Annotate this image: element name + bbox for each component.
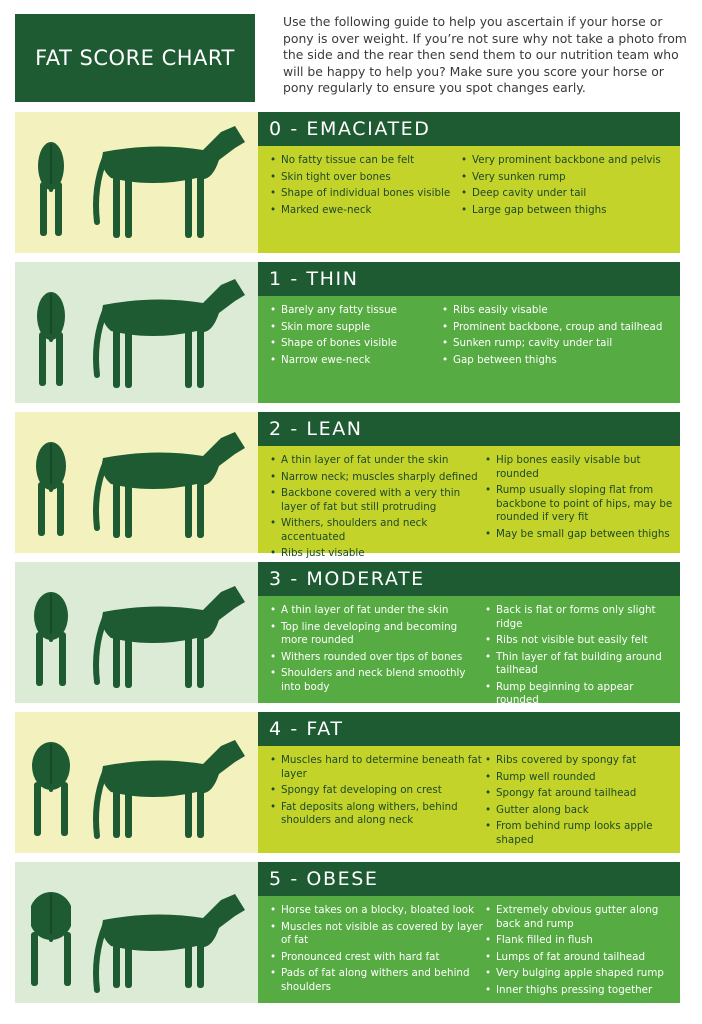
list-item: • Fat deposits along withers, behind shoulders and along neck bbox=[270, 801, 485, 828]
list-item: • Deep cavity under tail bbox=[461, 187, 671, 201]
score-heading: 2 - LEAN bbox=[258, 412, 680, 446]
score-section bbox=[15, 562, 680, 706]
bullet-list bbox=[485, 754, 677, 847]
horse-side-view-icon bbox=[85, 872, 250, 1002]
left-criteria-column bbox=[270, 604, 485, 697]
horse-rear-view-icon bbox=[31, 884, 71, 999]
list-item: • Marked ewe-neck bbox=[270, 204, 455, 218]
bullet-list bbox=[270, 754, 485, 828]
list-item: • Muscles hard to determine beneath fat layer bbox=[270, 754, 485, 781]
right-criteria-column bbox=[461, 154, 671, 220]
left-criteria-column bbox=[270, 304, 438, 370]
list-item: • Flank filled in flush bbox=[485, 934, 677, 948]
list-item: • Backbone covered with a very thin layer of fat but still protruding bbox=[270, 487, 485, 514]
score-description bbox=[258, 596, 680, 706]
list-item: • Shape of bones visible bbox=[270, 337, 438, 351]
list-item: • Withers rounded over tips of bones bbox=[270, 651, 485, 665]
horse-side-view-icon bbox=[85, 572, 250, 702]
list-item: • A thin layer of fat under the skin bbox=[270, 604, 485, 618]
bullet-list bbox=[461, 154, 671, 217]
list-item: • Ribs easily visable bbox=[442, 304, 672, 318]
list-item: • Skin tight over bones bbox=[270, 171, 455, 185]
list-item: • Large gap between thighs bbox=[461, 204, 671, 218]
horse-rear-view-icon bbox=[31, 734, 71, 849]
list-item: • Prominent backbone, croup and tailhead bbox=[442, 321, 672, 335]
bullet-list bbox=[485, 904, 677, 997]
list-item: • Very prominent backbone and pelvis bbox=[461, 154, 671, 168]
list-item: • Very bulging apple shaped rump bbox=[485, 967, 677, 981]
intro-text: Use the following guide to help you ascertain if your horse or pony is over weight. If you’re not sure why not take a photo from the side and the rear then send them to our nutrition team who will be happy to help you? Make sure you score your horse or pony regularly to ensure you spot changes early. bbox=[283, 14, 687, 96]
list-item: • Skin more supple bbox=[270, 321, 438, 335]
score-description bbox=[258, 146, 680, 253]
list-item: • Pads of fat along withers and behind shoulders bbox=[270, 967, 485, 994]
list-item: • Gutter along back bbox=[485, 804, 677, 818]
list-item: • Rump usually sloping flat from backbone to point of hips, may be rounded if very fit bbox=[485, 484, 677, 525]
list-item: • Rump beginning to appear rounded bbox=[485, 681, 677, 708]
left-criteria-column bbox=[270, 754, 485, 831]
list-item: • Horse takes on a blocky, bloated look bbox=[270, 904, 485, 918]
right-criteria-column bbox=[485, 904, 677, 1000]
chart-title: FAT SCORE CHART bbox=[15, 14, 255, 102]
score-heading: 0 - EMACIATED bbox=[258, 112, 680, 146]
list-item: • Sunken rump; cavity under tail bbox=[442, 337, 672, 351]
list-item: • Barely any fatty tissue bbox=[270, 304, 438, 318]
horse-illustration-panel bbox=[15, 262, 258, 403]
list-item: • Pronounced crest with hard fat bbox=[270, 951, 485, 965]
score-heading: 1 - THIN bbox=[258, 262, 680, 296]
score-description bbox=[258, 896, 680, 1003]
score-section bbox=[15, 862, 680, 1003]
list-item: • A thin layer of fat under the skin bbox=[270, 454, 485, 468]
right-criteria-column bbox=[442, 304, 672, 370]
left-criteria-column bbox=[270, 154, 455, 220]
list-item: • Withers, shoulders and neck accentuated bbox=[270, 517, 485, 544]
horse-illustration-panel bbox=[15, 112, 258, 253]
score-heading: 5 - OBESE bbox=[258, 862, 680, 896]
bullet-list bbox=[270, 454, 485, 561]
horse-rear-view-icon bbox=[31, 434, 71, 549]
bullet-list bbox=[270, 904, 485, 994]
list-item: • Narrow neck; muscles sharply defined bbox=[270, 471, 485, 485]
list-item: • Ribs just visable bbox=[270, 547, 485, 561]
score-description bbox=[258, 446, 680, 559]
list-item: • Back is flat or forms only slight ridge bbox=[485, 604, 677, 631]
bullet-list bbox=[442, 304, 672, 367]
list-item: • Rump well rounded bbox=[485, 771, 677, 785]
horse-side-view-icon bbox=[85, 422, 250, 552]
score-section bbox=[15, 112, 680, 253]
score-section bbox=[15, 262, 680, 403]
bullet-list bbox=[270, 154, 455, 217]
bullet-list bbox=[270, 304, 438, 367]
list-item: • Shoulders and neck blend smoothly into body bbox=[270, 667, 485, 694]
horse-side-view-icon bbox=[85, 122, 250, 252]
list-item: • Ribs covered by spongy fat bbox=[485, 754, 677, 768]
horse-rear-view-icon bbox=[31, 284, 71, 399]
left-criteria-column bbox=[270, 454, 485, 564]
bullet-list bbox=[485, 604, 677, 724]
list-item: • Lumps of fat around tailhead bbox=[485, 951, 677, 965]
bullet-list bbox=[270, 604, 485, 694]
horse-rear-view-icon bbox=[31, 584, 71, 699]
list-item: • Narrow ewe-neck bbox=[270, 354, 438, 368]
horse-illustration-panel bbox=[15, 862, 258, 1003]
list-item: • Shape of individual bones visible bbox=[270, 187, 455, 201]
list-item: • Thin layer of fat building around tailhead bbox=[485, 651, 677, 678]
horse-illustration-panel bbox=[15, 412, 258, 553]
list-item: • Hip bones easily visable but rounded bbox=[485, 454, 677, 481]
list-item: • Spongy fat developing on crest bbox=[270, 784, 485, 798]
horse-illustration-panel bbox=[15, 562, 258, 703]
list-item: • Inner thighs pressing together bbox=[485, 984, 677, 998]
list-item: • May be small gap between thighs bbox=[485, 528, 677, 542]
score-description bbox=[258, 746, 680, 853]
list-item: • Muscles not visible as covered by layer of fat bbox=[270, 921, 485, 948]
list-item: • From behind rump looks apple shaped bbox=[485, 820, 677, 847]
list-item: • Top line developing and becoming more rounded bbox=[270, 621, 485, 648]
bullet-list bbox=[485, 454, 677, 541]
score-section bbox=[15, 712, 680, 853]
horse-side-view-icon bbox=[85, 722, 250, 852]
right-criteria-column bbox=[485, 454, 677, 544]
list-item: • Extremely obvious gutter along back and rump bbox=[485, 904, 677, 931]
list-item: • Spongy fat around tailhead bbox=[485, 787, 677, 801]
list-item: • Very sunken rump bbox=[461, 171, 671, 185]
left-criteria-column bbox=[270, 904, 485, 997]
list-item: • No fatty tissue can be felt bbox=[270, 154, 455, 168]
horse-illustration-panel bbox=[15, 712, 258, 853]
score-heading: 4 - FAT bbox=[258, 712, 680, 746]
score-description bbox=[258, 296, 680, 403]
right-criteria-column bbox=[485, 754, 677, 850]
score-section bbox=[15, 412, 680, 559]
list-item: • Gap between thighs bbox=[442, 354, 672, 368]
list-item: • Ribs not visible but easily felt bbox=[485, 634, 677, 648]
horse-rear-view-icon bbox=[31, 134, 71, 249]
horse-side-view-icon bbox=[85, 272, 250, 402]
score-heading: 3 - MODERATE bbox=[258, 562, 680, 596]
right-criteria-column bbox=[485, 604, 677, 727]
